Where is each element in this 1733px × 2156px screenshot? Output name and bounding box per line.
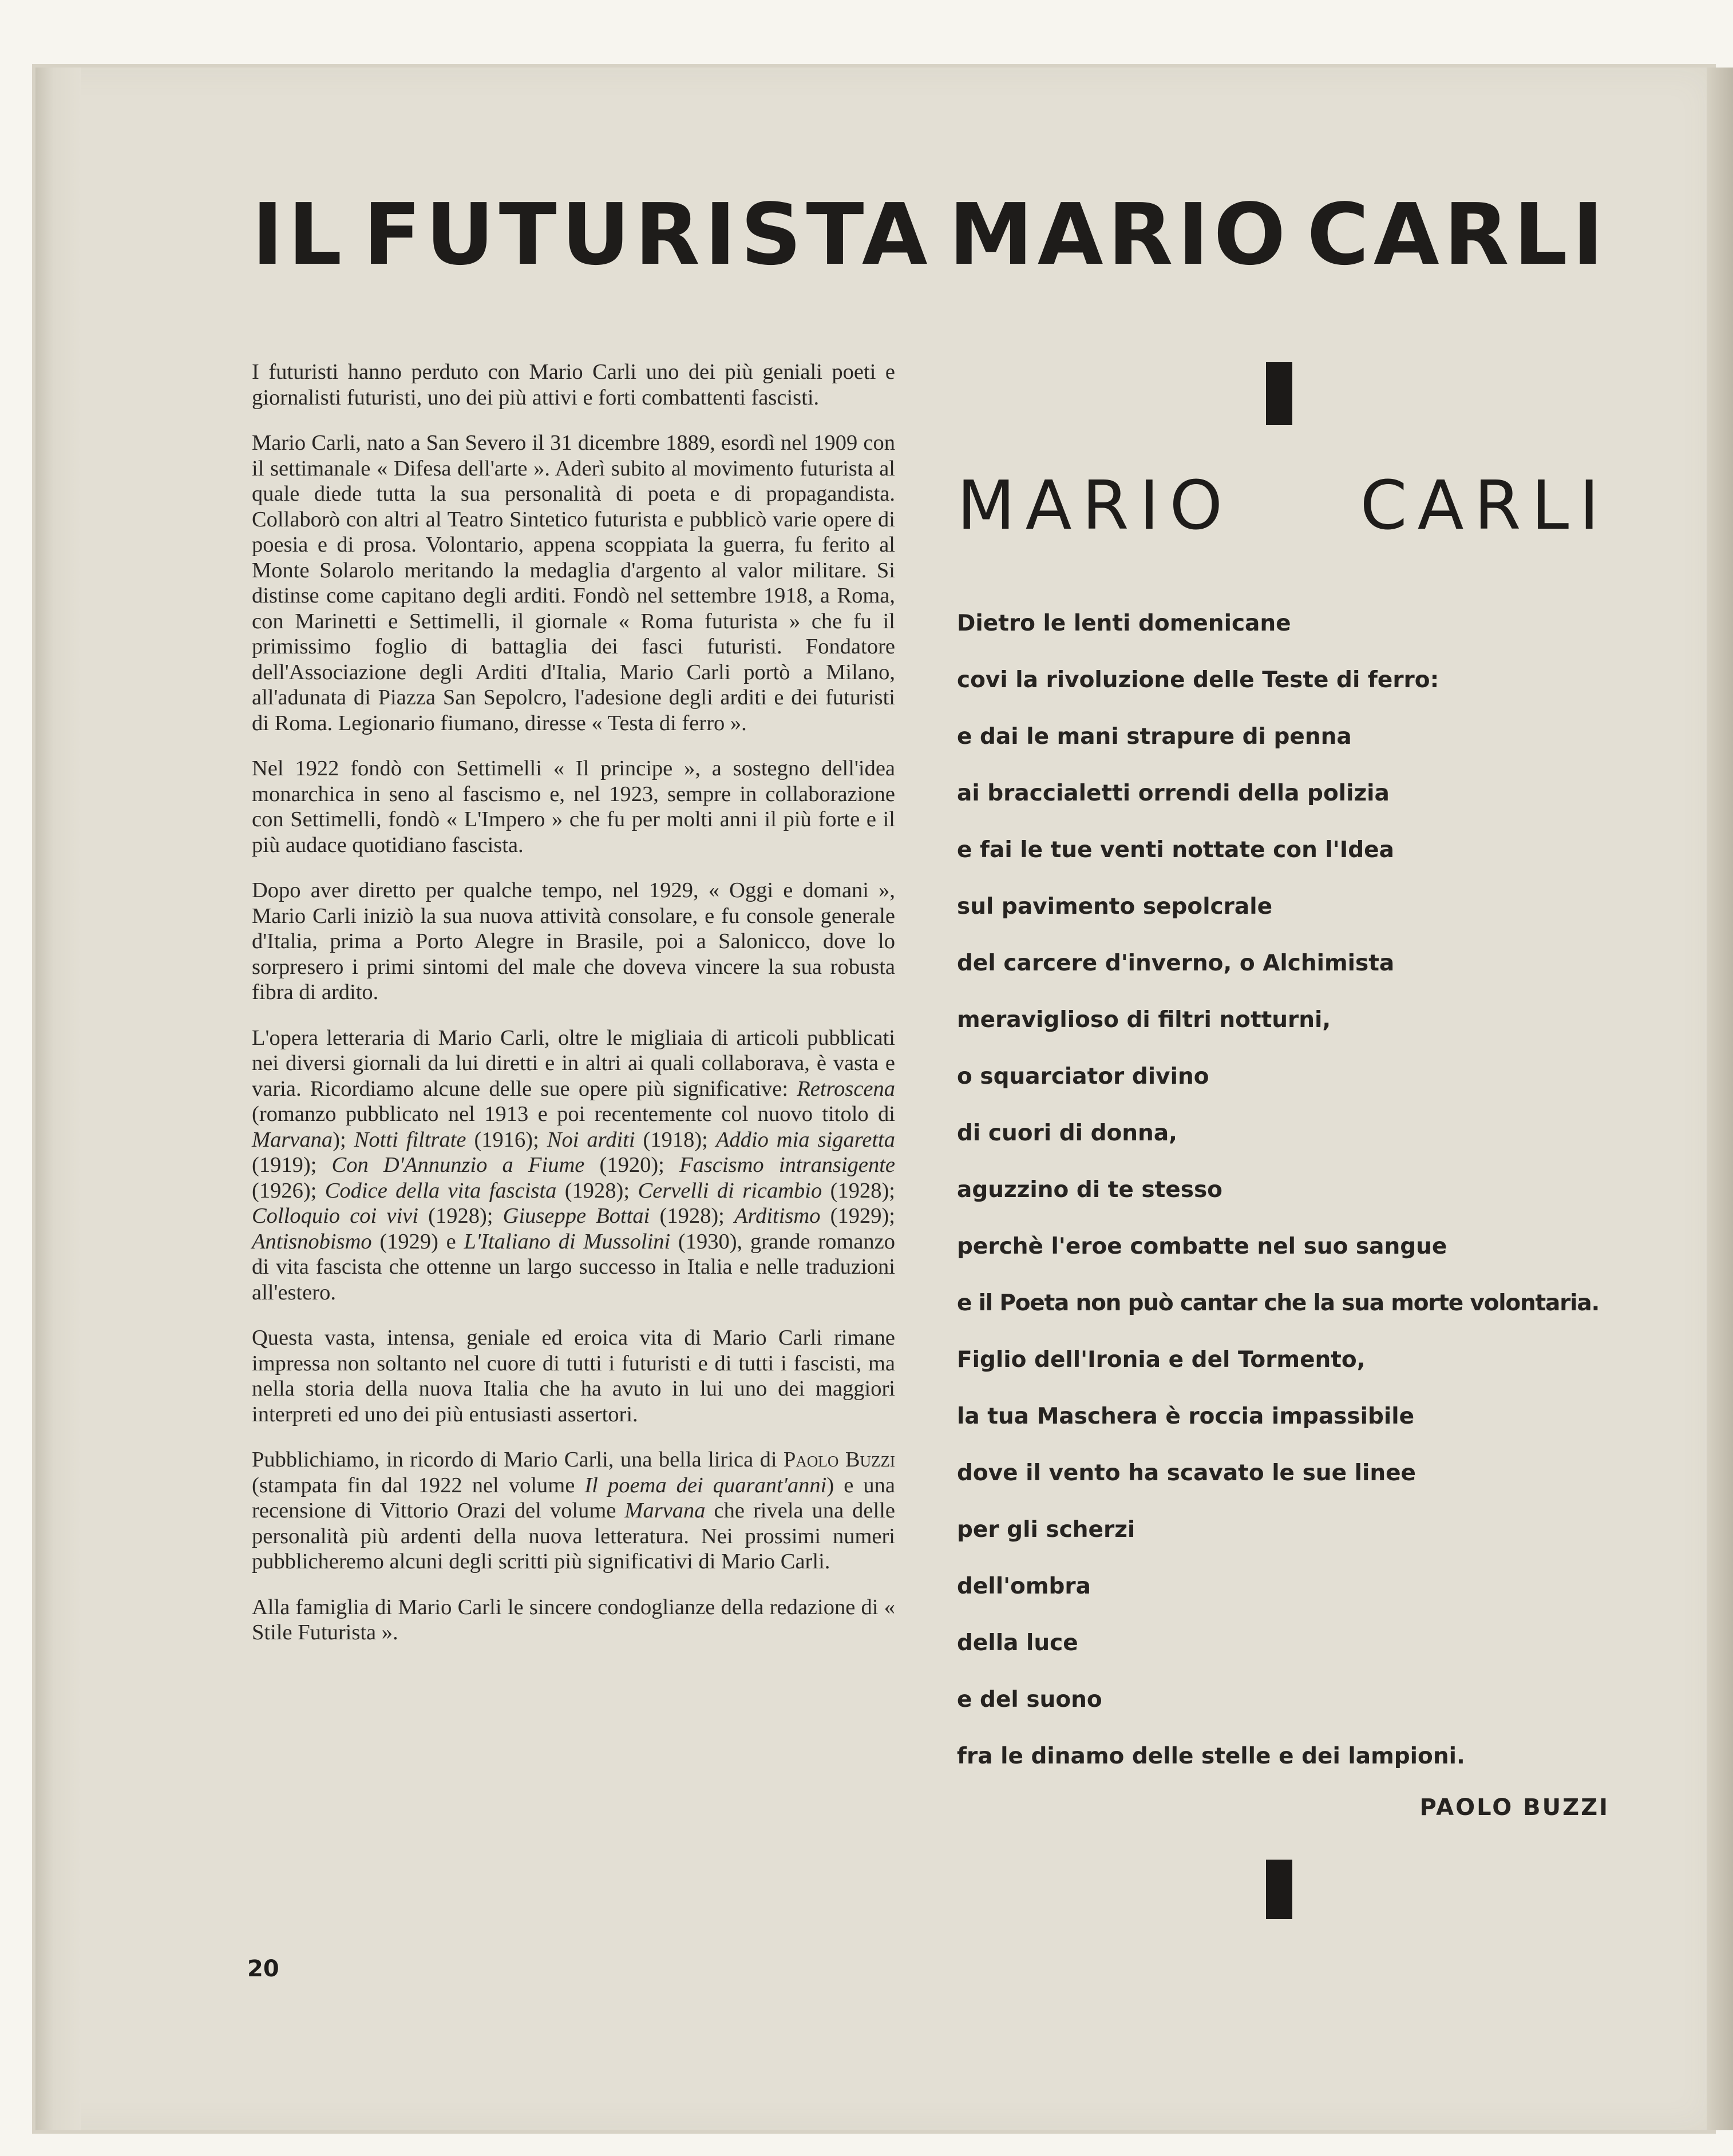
- article-paragraph: Questa vasta, intensa, geniale ed eroica vita di Mario Carli rimane impressa non soltanto nel cuore di tutti i futuristi e di tutti i fascisti, ma nella storia della nuova Italia che ha avuto in lui uno dei maggiori interpreti ed uno dei più entusiasti assertori.: [252, 1326, 895, 1426]
- poem-title-word: MARIO: [957, 466, 1233, 545]
- decorative-bar-top: [1266, 362, 1292, 425]
- poem-author: PAOLO BUZZI: [1419, 1794, 1609, 1821]
- poem-title-word: CARLI: [1360, 466, 1609, 545]
- article-column: [252, 359, 895, 1666]
- work-title: Cervelli di ricambio: [638, 1178, 822, 1203]
- work-title: L'Italiano di Mussolini: [464, 1229, 671, 1254]
- poem-line: aguzzino di te stesso: [957, 1177, 1222, 1203]
- poem-line: covi la rivoluzione delle Teste di ferro:: [957, 667, 1439, 693]
- work-title: Fascismo intransigente: [679, 1153, 896, 1177]
- poem-line: della luce: [957, 1630, 1078, 1656]
- title-word: FUTURISTA: [363, 185, 932, 284]
- poem-title: [957, 466, 1609, 545]
- poem-line: e dai le mani strapure di penna: [957, 724, 1352, 750]
- poem-column: [957, 0, 1609, 2156]
- page-binding-edge: [35, 68, 81, 2130]
- article-paragraph: I futuristi hanno perduto con Mario Carli uno dei più geniali poeti e giornalisti futuristi, uno dei più attivi e forti combattenti fascisti.: [252, 360, 895, 410]
- title-word: CARLI: [1307, 185, 1608, 284]
- poem-lines: [957, 595, 1609, 1785]
- work-title: Marvana: [252, 1127, 333, 1152]
- poet-name: Paolo Buzzi: [784, 1448, 895, 1472]
- work-title: Noi arditi: [547, 1127, 635, 1152]
- work-title: Notti filtrate: [354, 1127, 466, 1152]
- poem-line: fra le dinamo delle stelle e dei lampioni.: [957, 1743, 1465, 1769]
- next-page-edge: [1707, 68, 1733, 2130]
- works-paragraph: L'opera letteraria di Mario Carli, oltre le migliaia di articoli pubblicati nei diversi giornali da lui diretti e in altri ai quali collaborava, è vasta e varia. Ricordiamo alcune delle sue opere più significative: Retroscena (romanzo pubblicato nel 1913 e poi recentemente col nuovo titolo di Marvana); Notti filtrate (1916); Noi arditi (1918); Addio mia sigaretta (1919); Con D'Annunzio a Fiume (1920); Fascismo intransigente (1926); Codice della vita fascista (1928); Cervelli di ricambio (1928); Colloquio coi vivi (1928); Giuseppe Bottai (1928); Arditismo (1929); Antisnobismo (1929) e L'Italiano di Mussolini (1930), grande romanzo di vita fascista che ottenne un largo successo in Italia e nelle traduzioni all'estero.: [252, 1025, 896, 1305]
- poem-line: dove il vento ha scavato le sue linee: [957, 1460, 1416, 1486]
- poem-line: ai braccialetti orrendi della polizia: [957, 780, 1390, 806]
- poem-line: sul pavimento sepolcrale: [957, 894, 1273, 920]
- page-number: 20: [247, 1956, 279, 1982]
- article-paragraph: Alla famiglia di Mario Carli le sincere condoglianze della redazione di « Stile Futurista ».: [252, 1595, 895, 1644]
- poem-line: e fai le tue venti nottate con l'Idea: [957, 837, 1394, 863]
- poem-line: la tua Maschera è roccia impassibile: [957, 1404, 1415, 1429]
- work-title: Addio mia sigaretta: [715, 1127, 895, 1152]
- title-word: MARIO: [948, 185, 1291, 284]
- poem-line: del carcere d'inverno, o Alchimista: [957, 950, 1395, 976]
- poem-line: e del suono: [957, 1687, 1102, 1713]
- publish-paragraph: Pubblichiamo, in ricordo di Mario Carli, una bella lirica di Paolo Buzzi (stampata fin dal 1922 nel volume Il poema dei quarant'anni) e una recensione di Vittorio Orazi del volume Marvana che rivela una delle personalità più ardenti della nuova letteratura. Nei prossimi numeri pubblicheremo alcuni degli scritti più significativi di Mario Carli.: [252, 1448, 895, 1574]
- title-word: IL: [252, 185, 347, 284]
- article-paragraph: Nel 1922 fondò con Settimelli « Il principe », a sostegno dell'idea monarchica in seno al fascismo e, nel 1923, sempre in collaborazione con Settimelli, fondò « L'Impero » che fu per molti anni il più forte e il più audace quotidiano fascista.: [252, 756, 895, 857]
- decorative-bar-bottom: [1266, 1860, 1292, 1919]
- work-title: Retroscena: [797, 1076, 895, 1101]
- article-paragraph: Mario Carli, nato a San Severo il 31 dicembre 1889, esordì nel 1909 con il settimanale « Difesa dell'arte ». Aderì subito al movimento futurista al quale diede tutta la sua personalità di poeta e di propagandista. Collaborò con altri al Teatro Sintetico futurista e pubblicò varie opere di poesia e di prosa. Volontario, appena scoppiata la guerra, fu ferito al Monte Solarolo meritando la medaglia d'argento al valor militare. Si distinse come capitano degli arditi. Fondò nel settembre 1918, a Roma, con Marinetti e Settimelli, il giornale « Roma futurista » che fu il primissimo foglio di battaglia dei fasci futuristi. Fondatore dell'Associazione degli Arditi d'Italia, Mario Carli portò a Milano, all'adunata di Piazza San Sepolcro, l'adesione degli arditi e dei futuristi di Roma. Legionario fiumano, diresse « Testa di ferro ».: [252, 431, 895, 735]
- work-title: Giuseppe Bottai: [503, 1204, 650, 1228]
- poem-line: dell'ombra: [957, 1574, 1091, 1599]
- poem-line: Dietro le lenti domenicane: [957, 611, 1291, 636]
- work-title: Antisnobismo: [252, 1229, 372, 1254]
- poem-line: Figlio dell'Ironia e del Tormento,: [957, 1347, 1366, 1373]
- poem-line: e il Poeta non può cantar che la sua morte volontaria.: [957, 1290, 1600, 1316]
- work-title: Con D'Annunzio a Fiume: [331, 1153, 585, 1177]
- poem-line: perchè l'eroe combatte nel suo sangue: [957, 1234, 1447, 1259]
- article-paragraph: Dopo aver diretto per qualche tempo, nel 1929, « Oggi e domani », Mario Carli iniziò la sua nuova attività consolare, e fu console generale d'Italia, prima a Porto Alegre in Brasile, poi a Salonicco, dove lo sorpresero i primi sintomi del male che doveva vincere la sua robusta fibra di ardito.: [252, 878, 895, 1004]
- work-title: Codice della vita fascista: [325, 1178, 557, 1203]
- work-title: Arditismo: [734, 1204, 821, 1228]
- poem-line: di cuori di donna,: [957, 1120, 1177, 1146]
- poem-line: per gli scherzi: [957, 1517, 1135, 1543]
- poem-line: meraviglioso di filtri notturni,: [957, 1007, 1331, 1033]
- book-title: Marvana: [624, 1499, 706, 1523]
- work-title: Colloquio coi vivi: [252, 1204, 418, 1228]
- book-title: Il poema dei quarant'anni: [584, 1473, 827, 1497]
- poem-line: o squarciator divino: [957, 1064, 1209, 1089]
